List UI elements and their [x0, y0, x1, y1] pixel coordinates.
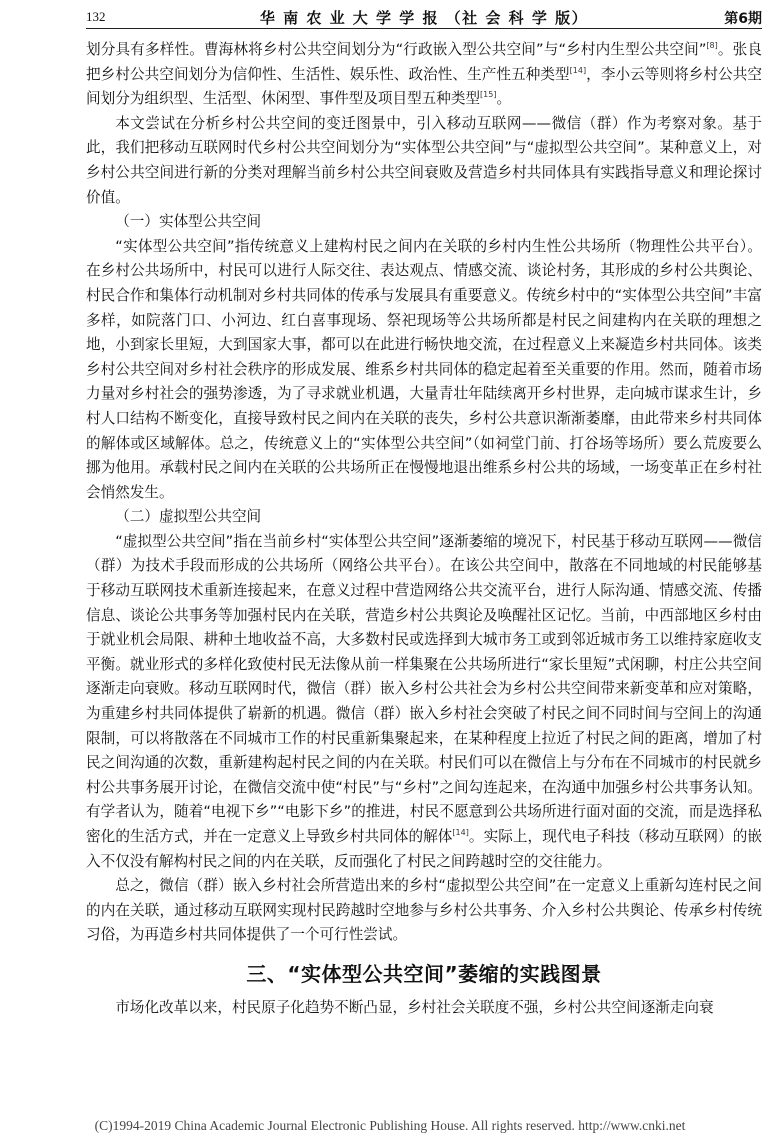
paragraph-6: 市场化改革以来，村民原子化趋势不断凸显，乡村社会关联度不强，乡村公共空间逐渐走向衰 [115, 998, 714, 1016]
paragraph-5: 总之，微信（群）嵌入乡村社会所营造出来的乡村“虚拟型公共空间”在一定意义上重新勾连村民之间的内在关联，通过移动互联网实现村民跨越时空地参与乡村公共事务、介入乡村公共舆论、传承乡村传统习俗，为再造乡村共同体提供了一个可行性尝试。 [86, 877, 762, 944]
paragraph-4 [86, 530, 762, 874]
subsection-heading-1: （一）实体型公共空间 [115, 213, 262, 231]
page-number: 132 [86, 9, 106, 24]
issue-number: 第6期 [724, 11, 762, 27]
paragraph-text: 。张良把乡村公共空间划分为信仰性、生活性、娱乐性、政治性、生产性五种类型 [86, 41, 762, 83]
paragraph-text: 。 [496, 90, 512, 108]
paragraph-1 [86, 38, 762, 112]
section-heading: 三、“实体型公共空间”萎缩的实践图景 [246, 961, 602, 986]
paragraph-3: “实体型公共空间”指传统意义上建构村民之间内在关联的乡村内生性公共场所（物理性公共平台）。在乡村公共场所中，村民可以进行人际交往、表达观点、情感交流、谈论村务，其形成的乡村公共舆论、村民合作和集体行动机制对乡村共同体的传承与发展具有重要意义。传统乡村中的“实体型公共空间”丰富多样，如院落门口、小河边、红白喜事现场、祭祀现场等公共场所都是村民之间建构内在关联的理想之地，小到家长里短，大到国家大事，都可以在此进行畅快地交流，在过程意义上来凝造乡村共同体。该类乡村公共空间对乡村社会秩序的形成发展、维系乡村共同体的稳定起着至关重要的作用。然而，随着市场力量对乡村社会的强势渗透，为了寻求就业机遇，大量青壮年陆续离开乡村世界，走向城市谋求生计，乡村人口结构不断变化，直接导致村民之间内在关联的丧失，乡村公共意识渐渐萎靡，由此带来乡村共同体的解体或区域解体。总之，传统意义上的“实体型公共空间”（如祠堂门前、打谷场等场所）要么荒废要么挪为他用。承载村民之间内在关联的公共场所正在慢慢地退出维系乡村公共的场域，一场变革正在乡村社会悄然发生。 [86, 237, 762, 501]
paragraph-text: 。实际上，现代电子科技（移动互联网）的嵌入不仅没有解构村民之间的内在关联，反而强化了村民之间跨越时空的交往能力。 [86, 828, 762, 870]
subsection-heading-2: （二）虚拟型公共空间 [115, 508, 262, 526]
paragraph-2: 本文尝试在分析乡村公共空间的变迁图景中，引入移动互联网——微信（群）作为考察对象。基于此，我们把移动互联网时代乡村公共空间划分为“实体型公共空间”与“虚拟型公共空间”。某种意义上，对乡村公共空间进行新的分类对理解当前乡村公共空间衰败及营造乡村共同体具有实践指导意义和理论探讨价值。 [86, 114, 762, 206]
citation-ref: [14] [452, 828, 469, 838]
journal-title: 华 南 农 业 大 学 学 报 （社 会 科 学 版） [259, 9, 589, 27]
citation-ref: [14] [569, 65, 587, 75]
paragraph-text: 划分具有多样性。曹海林将乡村公共空间划分为“行政嵌入型公共空间”与“乡村内生型公共空间” [86, 41, 707, 58]
paragraph-text: “虚拟型公共空间”指在当前乡村“实体型公共空间”逐渐萎缩的境况下，村民基于移动互联网——微信（群）为技术手段而形成的公共场所（网络公共平台）。在该公共空间中，散落在不同地域的村民能够基于移动互联网技术重新连接起来，在意义过程中营造网络公共交流平台，进行人际沟通、情感交流、传播信息、谈论公共事务等加强村民内在关联，营造乡村公共舆论及唤醒社区记忆。当前，中西部地区乡村由于就业机会局限、耕种土地收益不高，大多数村民或选择到大城市务工或到邻近城市务工以维持家庭收支平衡。就业形式的多样化致使村民无法像从前一样集聚在公共场所进行“家长里短”式闲聊，村庄公共空间逐渐走向衰败。移动互联网时代，微信（群）嵌入乡村公共社会为乡村公共空间带来新变革和应对策略，为重建乡村共同体提供了崭新的机遇。微信（群）嵌入乡村社会突破了村民之间不同时间与空间上的沟通限制，可以将散落在不同城市工作的村民重新集聚起来，在某种程度上拉近了村民之间的距离，增加了村民之间沟通的次数，重新建构起村民之间的内在关联。村民们可以在微信上与分布在不同城市的村民就乡村公共事务展开讨论，在微信交流中使“村民”与“乡村”之间勾连起来，在沟通中加强乡村公共事务认知。有学者认为，随着“电视下乡”“电影下乡”的推进，村民不愿意到公共场所进行面对面的交流，而是选择私密化的生活方式，并在一定意义上导致乡村共同体的解体 [86, 532, 762, 845]
copyright-footer: (C)1994-2019 China Academic Journal Electronic Publishing House. All rights reserved. http://www.cnki.net [94, 1118, 686, 1133]
paragraph-text: ，李小云等则将乡村公共空间划分为组织型、生活型、休闲型、事件型及项目型五种类型 [86, 65, 762, 108]
article-body [86, 38, 762, 1021]
running-header [86, 4, 762, 29]
citation-ref: [8] [706, 41, 718, 51]
citation-ref: [15] [480, 90, 497, 100]
